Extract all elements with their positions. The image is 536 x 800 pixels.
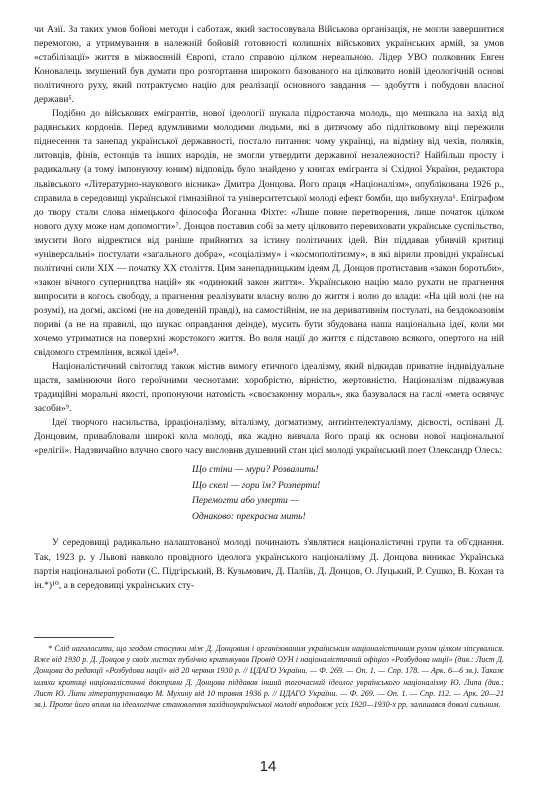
poem-line-1: Що стіни — мури? Розвалить! <box>192 464 319 476</box>
paragraph-4: Ідеї творчого насильства, ірраціоналізму, віталізму, догматизму, антиінтелектуалізму, дієвості, оспівані Д. Донцовим, привабловали широкі кола молоді, яка жадно вивчала його праці як основи нової національної «релігії». Надзвичайно влучно свого часу висловив душевний стан цієї молоді український поет Олександр Олесь: <box>34 417 504 457</box>
paragraph-1: чи Азії. За таких умов бойові методи і саботаж, який застосовувала Військова організація, не могли завершитися перемогою, а утримування в належній бойовій готовності колишніх військових українських армій, за умов «стабілізації» життя в міжвоєнній Європі, стало справою цілком нереальною. Лідер УВО полковник Евген Коновалець змушений був думати про розгортання широкого базованого на цілковито новій ідеологічній основі політичного руху, який потрактуємо націю для реалізації основного завдання — здобуття і побудови власної держави⁵. <box>34 24 504 106</box>
main-text <box>34 23 504 593</box>
footnote-divider <box>34 637 114 638</box>
paragraph-2: Подібно до військових емігрантів, нової ідеології шукала підростаюча молодь, що мешкала на захід від радянських кордонів. Перед вдумливими молодими людьми, які в дитячому або підлітковому віці пережили піднесення та занепад української державності, постало питання: чому українці, на відміну від чехів, поляків, литовців, фінів, естонців та інших народів, не змогли утвердити державної незалежності? Найбільш просту і радикальну (а тому імпонуючу юним) відповідь було знайдено у книгах емігранта зі Східної України, редактора львівського «Літературно-наукового вісника» Дмитра Донцова. Його праця «Націоналізм», опублікована 1926 р., справила в середовищі української гімназійної та університетської молоді ефект бомби, що вибухнула⁶. Епіграфом до твору стали слова німецького філософа Йоганна Фіхте: «Лише повне перетворення, лише початок цілком нового духу може нам допомогти»⁷. Донцов поставив собі за мету цілковито перевиховати українське суспільство, змусити його відректися від раніше прийнятих за істину політичних ідей. Він піддавав убивчій критиці «універсальні» постулати «загального добра», «соціалізму» і «космополітизму», в які вірили провідні українські політичні сили XIX — початку XX століття. Цим занепадницьким ідеям Д. Донцов протиставив «закон боротьби», «закон вічного суперництва націй» як «одинокий закон життя». Українською націю мало рухати не прагнення випросити в когось свободу, а прагнення реалізувати власну волю до життя і волю до влади: «На цій волі (не на розумі), на догмі, аксіомі (не на доведеній правді), на самостійнім, не на деривативнім постулаті, на бездокоазовім пориві (а не на правилі, що шукає оправдання деінде), мусить бути збудована наша національна ідеї, коли ми хочемо утриматися на поверхні жорстокого життя. Во воля нації до життя є підставою всякого, опертого на ній свідомого стремління, всякої ідеї»⁸. <box>34 108 504 359</box>
poem-quote <box>192 462 504 524</box>
paragraph-5: У середовищі радикально налаштованої молоді починають з'являтися націоналістичні групи та об'єднання. Так, 1923 р. у Львові навколо провідного ідеолога українського націоналізму Д. Донцова виникає Українська партія національної роботи (С. Підгірський, В. Кузьмович, Д. Паліїв, Д. Донцов, О. Луцький, Р. Сушко, В. Кохан та ін.*)¹⁰, а в середовищі українських сту- <box>34 537 504 591</box>
poem-line-2: Що скелі — гори їм? Розперти! <box>192 479 321 491</box>
poem-line-4: Однаково: прекрасна мить! <box>192 510 306 522</box>
footnote: * Слід наголосити, що згодом стосунки між Д. Донцовим і організованим українським націоналістичним рухом цілком зіпсувалися. Вже від 1930 р. Д. Донцов у своїх листах публічно критикував Провід ОУН і націоналістичний офіціоз «Розбудова нації» (див.: Лист Д. Донцова до редакції «Розбудови нації» від 20 червня 1930 р. // ЦДАГО України. — Ф. 269. — Оп. 1. — Спр. 178. — Арк. 6—6 зв.). Також шляхи критиці націоналістичні доктрини Д. Донцова піддавав інший тогочасний ідеолог українського націоналізму Ю. Липа (див.: Лист Ю. Липи літературознавцю М. Мухину від 10 травня 1936 р. // ЦДАГО України. — Ф. 269. — Оп. 1. — Спр. 112. — Арк. 20—21 зв.). Проте його вплив на ідеологічне становлення західноукраїнської молоді впродовж усіх 1920—1930-х рр. залишався доволі сильним. <box>34 644 504 710</box>
poem-line-3: Перемогти або умерти — <box>192 495 299 507</box>
paragraph-3: Націоналістичний світогляд також містив вимогу етичного ідеалізму, який відкидав приватне індивідуальне щастя, замінюючи його героїчними чеснотами: хоробрістю, вірністю, жертовністю. Націоналізм підважував традиційні моральні якості, пропонуючи натомість «своєзаконну мораль», яка базувалася на гаслі «мета освячує засоби»⁹. <box>34 361 504 415</box>
page-number: 14 <box>259 758 277 775</box>
